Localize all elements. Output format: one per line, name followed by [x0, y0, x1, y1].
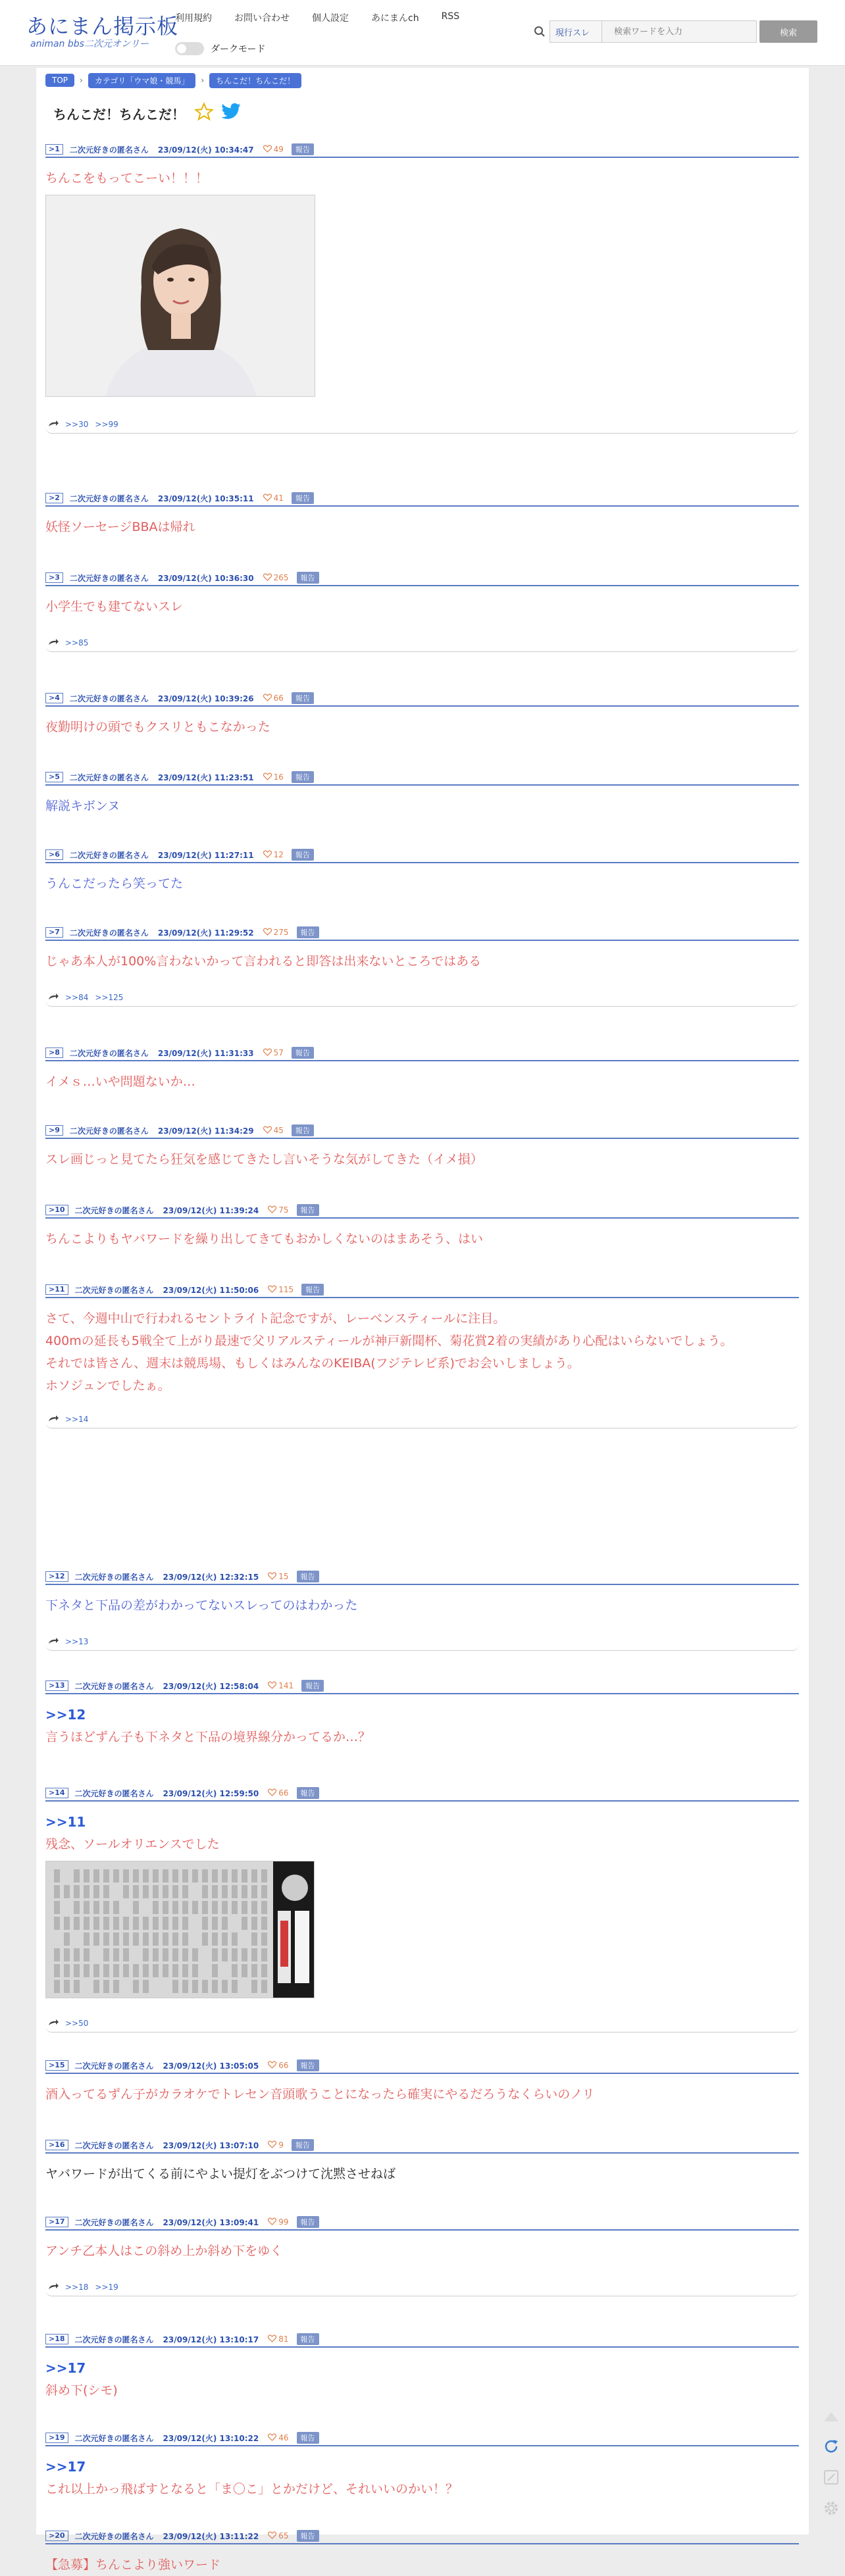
post-date: 23/09/12(火) 11:39:24 — [163, 1205, 259, 1215]
post-text-line: 酒入ってるずん子がカラオケでトレセン音頭歌うことになったら確実にやるだろうなくらいのノリ — [45, 2087, 595, 2102]
post-body — [45, 795, 799, 817]
report-button[interactable]: 報告 — [297, 2530, 319, 2542]
poster-name: 二次元好きの匿名さん — [69, 1126, 149, 1136]
like-count: 49 — [273, 145, 284, 154]
post-date: 23/09/12(火) 13:11:22 — [163, 2531, 259, 2541]
post-7 — [45, 926, 799, 1007]
like-button[interactable] — [268, 2217, 288, 2227]
post-date: 23/09/12(火) 12:32:15 — [163, 1572, 259, 1582]
heart-icon — [263, 694, 272, 703]
like-count: 66 — [273, 694, 284, 703]
post-body — [45, 2357, 799, 2402]
heart-icon — [263, 772, 272, 782]
heart-icon — [268, 2531, 276, 2541]
heart-icon — [263, 573, 272, 583]
nav-rss[interactable]: RSS — [441, 11, 460, 22]
poster-name: 二次元好きの匿名さん — [74, 1205, 154, 1215]
poster-name: 二次元好きの匿名さん — [69, 850, 149, 860]
like-count: 66 — [278, 2061, 289, 2070]
poster-name: 二次元好きの匿名さん — [69, 493, 149, 503]
post-2 — [45, 492, 799, 538]
post-number[interactable]: >1 — [45, 144, 63, 155]
report-button[interactable]: 報告 — [292, 2139, 314, 2151]
gear-icon[interactable] — [819, 2495, 844, 2521]
reply-link[interactable]: >>125 — [95, 992, 124, 1002]
reply-list — [45, 1636, 799, 1651]
logo-subtitle: animan bbs二次元オンリー — [30, 39, 149, 49]
post-number[interactable]: >4 — [45, 693, 63, 703]
post-text-line: 400mの延長も5戦全て上がり最速で父リアルスティールが神戸新聞杯、菊花賞2着の実績があり心配はいらないでしょう。 — [45, 1334, 733, 1348]
twitter-share-icon[interactable] — [220, 103, 242, 124]
heart-icon — [268, 2335, 276, 2344]
post-body — [45, 167, 799, 189]
post-meta — [45, 849, 799, 863]
search-icon — [530, 20, 550, 43]
post-number[interactable]: >8 — [45, 1048, 63, 1058]
header-nav — [175, 11, 459, 24]
post-meta — [45, 1124, 799, 1139]
like-count: 66 — [278, 1788, 289, 1798]
search-input[interactable] — [602, 20, 757, 43]
report-button[interactable]: 報告 — [297, 572, 319, 584]
report-button[interactable]: 報告 — [292, 849, 314, 861]
post-20 — [45, 2530, 799, 2576]
post-text-line: ヤバワードが出てくる前にやよい提灯をぶつけて沈黙させねば — [45, 2167, 396, 2181]
post-number[interactable]: >20 — [45, 2531, 68, 2541]
post-text-line: 小学生でも建てないスレ — [45, 599, 184, 614]
thread-title-row — [45, 99, 799, 127]
post-18 — [45, 2333, 799, 2402]
heart-icon — [268, 1572, 276, 1582]
heart-icon — [268, 2217, 276, 2227]
like-count: 275 — [273, 928, 289, 937]
poster-name: 二次元好きの匿名さん — [74, 2531, 154, 2541]
report-button[interactable]: 報告 — [292, 692, 314, 704]
page-title: ちんこだ！ちんこだ！ — [53, 106, 185, 122]
post-date: 23/09/12(火) 10:36:30 — [157, 573, 254, 583]
post-date: 23/09/12(火) 11:50:06 — [163, 1285, 259, 1295]
nav-settings[interactable]: 個人設定 — [312, 13, 349, 24]
search-bar — [530, 20, 817, 43]
nav-terms[interactable]: 利用規約 — [175, 13, 212, 24]
post-date: 23/09/12(火) 10:34:47 — [157, 145, 254, 155]
poster-name: 二次元好きの匿名さん — [69, 772, 149, 782]
post-3 — [45, 572, 799, 652]
post-date: 23/09/12(火) 12:59:50 — [163, 1788, 259, 1798]
report-button[interactable]: 報告 — [297, 1571, 319, 1582]
poster-name: 二次元好きの匿名さん — [69, 1048, 149, 1058]
dark-mode-toggle[interactable] — [175, 42, 265, 55]
like-button[interactable] — [268, 2061, 288, 2071]
post-body — [45, 2240, 799, 2262]
report-button[interactable]: 報告 — [301, 1680, 324, 1692]
post-11 — [45, 1284, 799, 1428]
like-count: 9 — [278, 2140, 284, 2150]
post-meta — [45, 1204, 799, 1219]
reply-arrow-icon — [48, 1637, 59, 1646]
reply-arrow-icon — [48, 2283, 59, 2292]
post-body — [45, 1148, 799, 1171]
report-button[interactable]: 報告 — [297, 926, 319, 938]
like-button[interactable] — [268, 2433, 288, 2443]
post-date: 23/09/12(火) 10:35:11 — [157, 493, 254, 503]
dark-mode-label: ダークモード — [211, 44, 266, 55]
post-number[interactable]: >6 — [45, 849, 63, 860]
post-9 — [45, 1124, 799, 1171]
post-text-line: 解説キボンヌ — [45, 799, 120, 813]
post-body — [45, 2163, 799, 2185]
post-body — [45, 716, 799, 738]
post-date: 23/09/12(火) 13:10:17 — [163, 2335, 259, 2344]
post-4 — [45, 692, 799, 738]
reply-arrow-icon — [48, 638, 59, 647]
post-12 — [45, 1571, 799, 1651]
like-button[interactable] — [263, 573, 289, 583]
reply-list — [45, 638, 799, 652]
like-button[interactable] — [263, 850, 284, 860]
poster-name: 二次元好きの匿名さん — [74, 2217, 154, 2227]
post-body — [45, 1307, 799, 1397]
report-button[interactable]: 報告 — [292, 771, 314, 783]
post-image[interactable] — [45, 1861, 315, 1998]
post-number[interactable]: >2 — [45, 493, 63, 503]
post-text-line: うんこだったら笑ってた — [45, 876, 184, 891]
like-button[interactable] — [263, 1048, 284, 1058]
post-number[interactable]: >5 — [45, 772, 63, 782]
heart-icon — [263, 493, 272, 503]
post-date: 23/09/12(火) 11:23:51 — [157, 772, 254, 782]
like-button[interactable] — [268, 1681, 294, 1691]
report-button[interactable]: 報告 — [292, 143, 314, 155]
poster-name: 二次元好きの匿名さん — [74, 2433, 154, 2443]
reply-arrow-icon — [48, 2019, 59, 2028]
logo-title: あにまん掲示板 — [26, 14, 179, 39]
report-button[interactable]: 報告 — [297, 2333, 319, 2345]
breadcrumb-thread[interactable]: ちんこだ！ちんこだ！ — [209, 73, 301, 88]
post-date: 23/09/12(火) 11:27:11 — [157, 850, 254, 860]
post-number[interactable]: >9 — [45, 1125, 63, 1136]
post-meta — [45, 492, 799, 507]
like-count: 12 — [273, 850, 284, 859]
like-count: 265 — [273, 573, 289, 582]
like-count: 45 — [273, 1126, 284, 1135]
like-button[interactable] — [268, 1788, 288, 1798]
heart-icon — [268, 1285, 276, 1295]
like-button[interactable] — [263, 928, 289, 938]
like-count: 46 — [278, 2433, 289, 2442]
like-count: 16 — [273, 772, 284, 782]
post-15 — [45, 2059, 799, 2106]
edit-icon[interactable] — [819, 2464, 844, 2490]
post-body — [45, 2554, 799, 2576]
poster-name: 二次元好きの匿名さん — [69, 573, 149, 583]
like-button[interactable] — [268, 1572, 288, 1582]
post-text-line: アンチ乙本人はこの斜め上か斜め下をゆく — [45, 2244, 283, 2258]
post-5 — [45, 771, 799, 817]
dark-mode-switch[interactable] — [175, 42, 204, 55]
post-meta — [45, 2059, 799, 2074]
like-button[interactable] — [268, 1205, 288, 1215]
reply-anchor-link[interactable]: >>12 — [45, 1707, 86, 1723]
like-button[interactable] — [263, 694, 284, 703]
post-number[interactable]: >10 — [45, 1205, 68, 1215]
post-text-line: 【急募】ちんこより強いワード — [45, 2558, 221, 2572]
post-text-line: じゃあ本人が100%言わないかって言われると即答は出来ないところではある — [45, 954, 482, 969]
post-14 — [45, 1787, 799, 2033]
post-body — [45, 2083, 799, 2106]
poster-name: 二次元好きの匿名さん — [74, 1788, 154, 1798]
scroll-top-icon[interactable] — [819, 2405, 844, 2429]
breadcrumb-category[interactable]: カテゴリ「ウマ娘・競馬」 — [88, 73, 196, 88]
post-number[interactable]: >17 — [45, 2217, 68, 2227]
like-count: 75 — [278, 1205, 289, 1215]
search-scope-select[interactable]: 現行スレ — [550, 20, 602, 43]
reply-arrow-icon — [48, 993, 59, 1002]
post-text-line: ちんこをもってこーい！！！ — [45, 171, 209, 186]
post-body — [45, 1071, 799, 1093]
post-body — [45, 1228, 799, 1250]
heart-icon — [268, 1788, 276, 1798]
like-button[interactable] — [268, 2140, 284, 2150]
like-count: 57 — [273, 1048, 284, 1057]
post-date: 23/09/12(火) 13:07:10 — [163, 2140, 259, 2150]
post-text-line: 残念、ソールオリエンスでした — [45, 1837, 220, 1852]
post-10 — [45, 1204, 799, 1250]
report-button[interactable]: 報告 — [297, 2059, 319, 2071]
like-count: 141 — [278, 1681, 294, 1690]
post-body — [45, 516, 799, 538]
like-button[interactable] — [263, 1126, 284, 1136]
heart-icon — [268, 2140, 276, 2150]
post-meta — [45, 692, 799, 707]
post-number[interactable]: >7 — [45, 927, 63, 938]
heart-icon — [263, 928, 272, 938]
post-13 — [45, 1680, 799, 1748]
post-text-line: 下ネタと下品の差がわかってないスレってのはわかった — [45, 1598, 358, 1613]
post-meta — [45, 2216, 799, 2231]
post-number[interactable]: >3 — [45, 572, 63, 583]
breadcrumb-top[interactable]: TOP — [45, 74, 74, 87]
poster-name: 二次元好きの匿名さん — [74, 2335, 154, 2344]
report-button[interactable]: 報告 — [292, 1124, 314, 1136]
post-19 — [45, 2432, 799, 2500]
reply-arrow-icon — [48, 1415, 59, 1424]
like-button[interactable] — [268, 1285, 294, 1295]
reply-link[interactable]: >>30 — [65, 419, 89, 429]
post-date: 23/09/12(火) 13:09:41 — [163, 2217, 259, 2227]
heart-icon — [268, 1205, 276, 1215]
post-text-line: それでは皆さん、週末は競馬場、もしくはみんなのKEIBA(フジテレビ系)でお会いしましょう。 — [45, 1356, 580, 1371]
post-meta — [45, 1571, 799, 1585]
breadcrumb — [45, 72, 799, 89]
reply-link[interactable]: >>84 — [65, 992, 89, 1002]
post-date: 23/09/12(火) 11:29:52 — [157, 928, 254, 938]
post-body — [45, 595, 799, 618]
poster-name: 二次元好きの匿名さん — [74, 1681, 154, 1691]
post-meta — [45, 1680, 799, 1694]
post-meta — [45, 1047, 799, 1061]
like-button[interactable] — [263, 493, 284, 503]
post-body — [45, 872, 799, 895]
reply-anchor-link[interactable]: >>17 — [45, 2360, 86, 2376]
heart-icon — [263, 145, 272, 155]
post-16 — [45, 2139, 799, 2185]
post-text-line: 夜勤明けの頭でもクスリともこなかった — [45, 720, 270, 734]
post-meta — [45, 143, 799, 158]
post-6 — [45, 849, 799, 895]
post-body — [45, 1704, 799, 1748]
post-meta — [45, 572, 799, 586]
nav-contact[interactable]: お問い合わせ — [234, 13, 290, 24]
like-count: 41 — [273, 493, 284, 503]
reply-list — [45, 2018, 799, 2033]
post-body — [45, 1811, 799, 1856]
site-header — [0, 0, 845, 66]
report-button[interactable]: 報告 — [292, 492, 314, 504]
breadcrumb-separator: › — [201, 76, 205, 85]
like-count: 65 — [278, 2531, 289, 2540]
post-17 — [45, 2216, 799, 2296]
report-button[interactable]: 報告 — [297, 2432, 319, 2444]
site-logo[interactable] — [26, 14, 178, 50]
like-count: 15 — [278, 1572, 289, 1581]
favorite-star-icon[interactable] — [194, 102, 214, 124]
poster-name: 二次元好きの匿名さん — [74, 2140, 154, 2150]
reply-anchor-link[interactable]: >>17 — [45, 2459, 86, 2475]
post-body — [45, 2456, 799, 2500]
post-number[interactable]: >16 — [45, 2140, 68, 2150]
post-image[interactable] — [45, 195, 315, 397]
reply-list — [45, 2282, 799, 2296]
report-button[interactable]: 報告 — [297, 1787, 319, 1799]
post-date: 23/09/12(火) 13:05:05 — [163, 2061, 259, 2071]
like-button[interactable] — [268, 2335, 288, 2344]
reply-link[interactable]: >>13 — [65, 1636, 89, 1646]
poster-name: 二次元好きの匿名さん — [69, 928, 149, 938]
search-button[interactable]: 検索 — [759, 20, 817, 43]
reply-list — [45, 992, 799, 1007]
heart-icon — [268, 2433, 276, 2443]
post-number[interactable]: >15 — [45, 2060, 68, 2071]
reply-link[interactable]: >>99 — [95, 419, 118, 429]
reply-link[interactable]: >>14 — [65, 1414, 89, 1424]
like-button[interactable] — [263, 145, 284, 155]
post-meta — [45, 1284, 799, 1298]
post-1 — [45, 143, 799, 434]
poster-name: 二次元好きの匿名さん — [74, 1572, 154, 1582]
reply-link[interactable]: >>18 — [65, 2282, 89, 2292]
reload-icon[interactable] — [819, 2433, 844, 2460]
post-meta — [45, 771, 799, 786]
post-meta — [45, 2333, 799, 2348]
like-count: 81 — [278, 2335, 289, 2344]
post-meta — [45, 926, 799, 941]
post-meta — [45, 2432, 799, 2446]
post-8 — [45, 1047, 799, 1093]
post-text-line: ちんこよりもヤバワードを繰り出してきてもおかしくないのはまあそう、はい — [45, 1232, 484, 1246]
post-body — [45, 1594, 799, 1617]
report-button[interactable]: 報告 — [297, 1204, 319, 1216]
post-number[interactable]: >12 — [45, 1571, 68, 1582]
poster-name: 二次元好きの匿名さん — [69, 145, 149, 155]
heart-icon — [268, 2061, 276, 2071]
reply-link[interactable]: >>50 — [65, 2018, 89, 2028]
nav-animanch[interactable]: あにまんch — [371, 13, 419, 24]
reply-list — [45, 419, 799, 434]
post-number[interactable]: >14 — [45, 1788, 68, 1798]
poster-name: 二次元好きの匿名さん — [74, 1285, 154, 1295]
report-button[interactable]: 報告 — [292, 1047, 314, 1059]
reply-anchor-link[interactable]: >>11 — [45, 1814, 86, 1830]
like-count: 115 — [278, 1285, 294, 1294]
post-date: 23/09/12(火) 11:31:33 — [157, 1048, 254, 1058]
reply-link[interactable]: >>85 — [65, 638, 89, 647]
post-text-line: 斜め下(シモ) — [45, 2383, 118, 2398]
report-button[interactable]: 報告 — [301, 1284, 324, 1296]
post-text-line: ホソジュンでしたぁ。 — [45, 1378, 170, 1393]
report-button[interactable]: 報告 — [297, 2216, 319, 2228]
reply-link[interactable]: >>19 — [95, 2282, 118, 2292]
post-meta — [45, 2530, 799, 2544]
post-number[interactable]: >19 — [45, 2433, 68, 2443]
post-body — [45, 950, 799, 972]
post-date: 23/09/12(火) 11:34:29 — [157, 1126, 254, 1136]
post-meta — [45, 1787, 799, 1802]
post-text-line: 妖怪ソーセージBBAは帰れ — [45, 520, 195, 534]
post-meta — [45, 2139, 799, 2154]
post-date: 23/09/12(火) 13:10:22 — [163, 2433, 259, 2443]
post-number[interactable]: >18 — [45, 2334, 68, 2344]
heart-icon — [268, 1681, 276, 1691]
breadcrumb-separator: › — [80, 76, 83, 85]
reply-arrow-icon — [48, 420, 59, 429]
post-text-line: さて、今週中山で行われるセントライト記念ですが、レーベンスティールに注目。 — [45, 1311, 506, 1326]
post-date: 23/09/12(火) 10:39:26 — [157, 694, 254, 703]
like-button[interactable] — [268, 2531, 288, 2541]
post-text-line: イメｓ…いや問題ないか… — [45, 1074, 195, 1089]
heart-icon — [263, 1048, 272, 1058]
poster-name: 二次元好きの匿名さん — [74, 2061, 154, 2071]
poster-name: 二次元好きの匿名さん — [69, 694, 149, 703]
reply-list — [45, 1414, 799, 1428]
heart-icon — [263, 850, 272, 860]
like-count: 99 — [278, 2217, 289, 2227]
post-number[interactable]: >11 — [45, 1284, 68, 1295]
post-text-line: これ以上かっ飛ばすとなると「ま〇こ」とかだけど、それいいのかい！？ — [45, 2482, 459, 2496]
post-number[interactable]: >13 — [45, 1680, 68, 1691]
heart-icon — [263, 1126, 272, 1136]
like-button[interactable] — [263, 772, 284, 782]
thread-content — [36, 68, 809, 2572]
post-date: 23/09/12(火) 12:58:04 — [163, 1681, 259, 1691]
post-text-line: 言うほどずん子も下ネタと下品の境界線分かってるか…？ — [45, 1730, 371, 1744]
post-text-line: スレ画じっと見てたら狂気を感じてきたし言いそうな気がしてきた（イメ損） — [45, 1152, 483, 1167]
